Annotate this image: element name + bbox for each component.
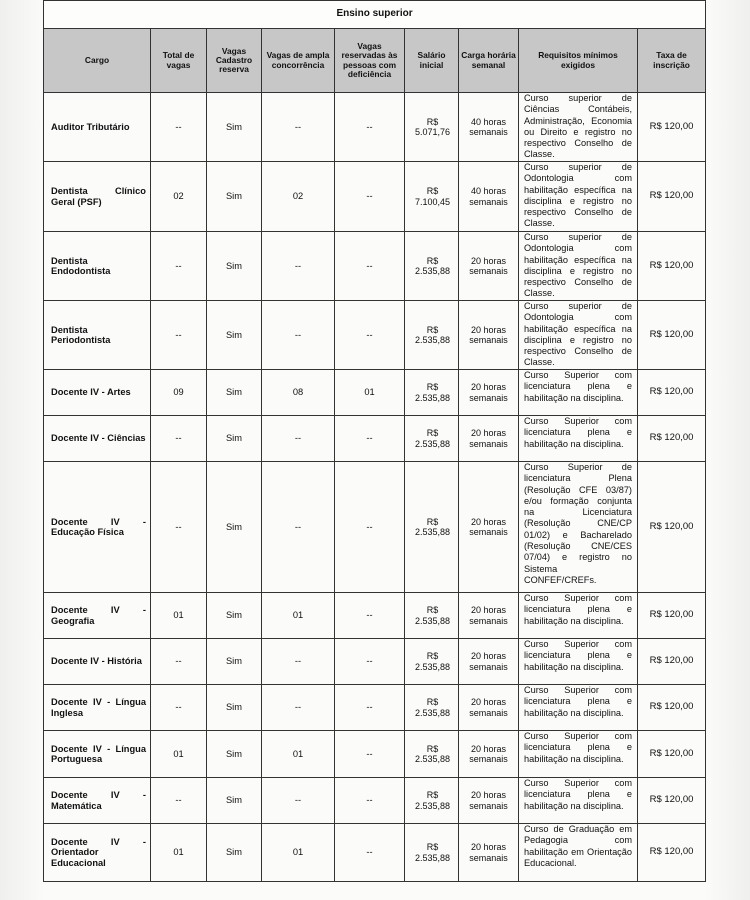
cell-deficiencia: -- [335, 232, 405, 301]
carga-unit: semanais [469, 266, 508, 276]
salario-value: 2.535,88 [414, 392, 450, 403]
cell-cadastro-reserva: Sim [207, 162, 262, 232]
cell-deficiencia: -- [335, 462, 405, 593]
cell-cadastro-reserva: Sim [207, 370, 262, 416]
table-row [44, 162, 706, 232]
cell-carga [459, 685, 519, 731]
cell-total-vagas: -- [151, 685, 207, 731]
cell-requisitos: Curso superior de Odontologia com habilitação específica na disciplina e registro no respectivo Conselho de Classe. [519, 232, 638, 301]
header-deficiencia: Vagas reservadas às pessoas com deficiência [335, 29, 405, 93]
cell-requisitos: Curso Superior com licenciatura plena e habilitação na disciplina. [519, 593, 638, 639]
salario-value: 2.535,88 [414, 527, 450, 537]
salario-value: 2.535,88 [414, 615, 450, 626]
salario-currency: R$ [426, 186, 439, 197]
cell-taxa: R$ 120,00 [638, 416, 706, 462]
cell-carga [459, 301, 519, 370]
cell-carga [459, 731, 519, 778]
cell-salario [405, 232, 459, 301]
cell-ampla-concorrencia: -- [262, 462, 335, 593]
cell-total-vagas: 01 [151, 593, 207, 639]
salario-value: 5.071,76 [414, 127, 450, 137]
cell-requisitos: Curso Superior com licenciatura plena e habilitação na disciplina. [519, 778, 638, 824]
cell-carga [459, 778, 519, 824]
carga-unit: semanais [469, 335, 508, 345]
cell-cargo: Docente IV - Língua Portuguesa [44, 731, 151, 778]
cell-total-vagas: 01 [151, 731, 207, 778]
cell-cadastro-reserva: Sim [207, 301, 262, 370]
cell-carga [459, 232, 519, 301]
cell-taxa: R$ 120,00 [638, 593, 706, 639]
salario-currency: R$ [426, 605, 439, 616]
cell-cargo: Auditor Tributário [44, 93, 151, 162]
cell-total-vagas: -- [151, 93, 207, 162]
carga-unit: semanais [469, 196, 508, 207]
table-header-row [44, 29, 706, 93]
carga-unit: semanais [469, 527, 508, 537]
cell-requisitos: Curso de Graduação em Pedagogia com habilitação em Orientação Educacional. [519, 824, 638, 882]
salario-value: 2.535,88 [414, 266, 450, 276]
carga-unit: semanais [469, 615, 508, 626]
cell-cadastro-reserva: Sim [207, 462, 262, 593]
cell-salario [405, 593, 459, 639]
table-title-row [44, 1, 706, 29]
cell-ampla-concorrencia: -- [262, 301, 335, 370]
cell-requisitos: Curso Superior com licenciatura plena e habilitação na disciplina. [519, 370, 638, 416]
carga-unit: semanais [469, 754, 508, 764]
salario-value: 2.535,88 [414, 754, 450, 764]
cell-total-vagas: 02 [151, 162, 207, 232]
cell-total-vagas: 09 [151, 370, 207, 416]
carga-hours: 40 horas [470, 116, 507, 127]
cell-cargo: Docente IV - História [44, 639, 151, 685]
cell-deficiencia: -- [335, 778, 405, 824]
cell-carga [459, 93, 519, 162]
cell-salario [405, 778, 459, 824]
cell-ampla-concorrencia: -- [262, 639, 335, 685]
cell-ampla-concorrencia: 01 [262, 593, 335, 639]
cell-cargo: Docente IV - Educação Física [44, 462, 151, 593]
cell-cadastro-reserva: Sim [207, 93, 262, 162]
cell-taxa: R$ 120,00 [638, 301, 706, 370]
cell-deficiencia: -- [335, 593, 405, 639]
cell-cadastro-reserva: Sim [207, 685, 262, 731]
cell-salario [405, 685, 459, 731]
cell-carga [459, 824, 519, 882]
cell-salario [405, 370, 459, 416]
carga-unit: semanais [469, 438, 508, 449]
cell-cargo: Docente IV - Ciências [44, 416, 151, 462]
carga-hours: 20 horas [470, 743, 507, 754]
cell-requisitos: Curso superior de Ciências Contábeis, Administração, Economia ou Direito e registro no respectivo Conselho de Classe. [519, 93, 638, 162]
header-cargo: Cargo [44, 29, 151, 93]
cell-requisitos: Curso Superior com licenciatura plena e habilitação na disciplina. [519, 639, 638, 685]
cell-requisitos: Curso Superior de licenciatura Plena (Resolução CFE 03/87) e/ou formação conjunta na Licenciatura (Resolução CNE/CP 01/02) e Bacharelado (Resolução CNE/CES 07/04) e registro no Sistema CONFEF/CREFs. [519, 462, 638, 593]
table-title: Ensino superior [44, 1, 706, 29]
cell-taxa: R$ 120,00 [638, 685, 706, 731]
carga-hours: 20 horas [470, 428, 507, 439]
cell-deficiencia: -- [335, 639, 405, 685]
cell-ampla-concorrencia: -- [262, 232, 335, 301]
cell-cargo: Docente IV - Artes [44, 370, 151, 416]
cell-carga [459, 162, 519, 232]
salario-currency: R$ [426, 516, 439, 527]
cell-deficiencia: -- [335, 416, 405, 462]
carga-unit: semanais [469, 800, 508, 811]
table-row [44, 731, 706, 778]
cell-salario [405, 824, 459, 882]
carga-unit: semanais [469, 661, 508, 672]
cell-taxa: R$ 120,00 [638, 162, 706, 232]
table-row [44, 639, 706, 685]
cell-carga [459, 593, 519, 639]
cell-deficiencia: -- [335, 824, 405, 882]
salario-value: 2.535,88 [414, 661, 450, 672]
table-row [44, 232, 706, 301]
header-taxa: Taxa de inscrição [638, 29, 706, 93]
table-row [44, 685, 706, 731]
cell-taxa: R$ 120,00 [638, 639, 706, 685]
carga-unit: semanais [469, 852, 508, 863]
cell-deficiencia: -- [335, 301, 405, 370]
cell-taxa: R$ 120,00 [638, 824, 706, 882]
salario-currency: R$ [426, 697, 439, 708]
carga-hours: 20 horas [470, 382, 507, 393]
cell-salario [405, 462, 459, 593]
salario-currency: R$ [426, 116, 439, 127]
cell-ampla-concorrencia: 08 [262, 370, 335, 416]
cell-requisitos: Curso superior de Odontologia com habilitação específica na disciplina e registro no respectivo Conselho de Classe. [519, 301, 638, 370]
table-row [44, 416, 706, 462]
cell-taxa: R$ 120,00 [638, 778, 706, 824]
header-requisitos: Requisitos mínimos exigidos [519, 29, 638, 93]
carga-hours: 20 horas [470, 324, 507, 335]
cell-requisitos: Curso Superior com licenciatura plena e habilitação na disciplina. [519, 731, 638, 778]
cell-cadastro-reserva: Sim [207, 593, 262, 639]
salario-value: 2.535,88 [414, 852, 450, 863]
cell-cargo: Dentista Endodontista [44, 232, 151, 301]
cell-ampla-concorrencia: -- [262, 778, 335, 824]
cell-cadastro-reserva: Sim [207, 778, 262, 824]
salario-currency: R$ [426, 842, 439, 853]
cell-cadastro-reserva: Sim [207, 639, 262, 685]
cell-salario [405, 93, 459, 162]
cell-cargo: Docente IV - Matemática [44, 778, 151, 824]
salario-currency: R$ [426, 324, 439, 335]
cell-deficiencia: -- [335, 731, 405, 778]
cell-total-vagas: -- [151, 778, 207, 824]
cell-cadastro-reserva: Sim [207, 232, 262, 301]
carga-unit: semanais [469, 392, 508, 403]
cell-salario [405, 416, 459, 462]
salario-currency: R$ [426, 743, 439, 754]
cell-requisitos: Curso Superior com licenciatura plena e habilitação na disciplina. [519, 416, 638, 462]
cell-taxa: R$ 120,00 [638, 370, 706, 416]
header-total-vagas: Total de vagas [151, 29, 207, 93]
carga-hours: 20 horas [470, 605, 507, 616]
carga-hours: 20 horas [470, 651, 507, 662]
cell-deficiencia: -- [335, 162, 405, 232]
cell-cargo: Dentista Clínico Geral (PSF) [44, 162, 151, 232]
cell-deficiencia: 01 [335, 370, 405, 416]
cell-deficiencia: -- [335, 685, 405, 731]
carga-hours: 20 horas [470, 790, 507, 801]
cell-salario [405, 731, 459, 778]
cell-cargo: Docente IV - Língua Inglesa [44, 685, 151, 731]
cell-salario [405, 301, 459, 370]
cell-salario [405, 639, 459, 685]
cell-taxa: R$ 120,00 [638, 232, 706, 301]
cell-ampla-concorrencia: -- [262, 416, 335, 462]
carga-hours: 20 horas [470, 842, 507, 853]
cell-ampla-concorrencia: -- [262, 685, 335, 731]
cell-total-vagas: -- [151, 462, 207, 593]
cell-cadastro-reserva: Sim [207, 824, 262, 882]
carga-unit: semanais [469, 707, 508, 718]
table-row [44, 778, 706, 824]
cell-total-vagas: -- [151, 232, 207, 301]
table-row [44, 824, 706, 882]
cell-salario [405, 162, 459, 232]
cell-total-vagas: 01 [151, 824, 207, 882]
vacancy-table [43, 0, 706, 882]
salario-currency: R$ [426, 428, 439, 439]
header-ampla-concorrencia: Vagas de ampla concorrência [262, 29, 335, 93]
cell-cargo: Dentista Periodontista [44, 301, 151, 370]
cell-requisitos: Curso Superior com licenciatura plena e habilitação na disciplina. [519, 685, 638, 731]
cell-total-vagas: -- [151, 639, 207, 685]
carga-hours: 20 horas [470, 697, 507, 708]
cell-carga [459, 416, 519, 462]
cell-taxa: R$ 120,00 [638, 731, 706, 778]
cell-taxa: R$ 120,00 [638, 93, 706, 162]
salario-currency: R$ [426, 382, 439, 393]
salario-currency: R$ [426, 255, 439, 266]
table-row [44, 370, 706, 416]
carga-hours: 40 horas [470, 186, 507, 197]
header-salario: Salário inicial [405, 29, 459, 93]
salario-value: 2.535,88 [414, 438, 450, 449]
cell-ampla-concorrencia: 02 [262, 162, 335, 232]
cell-cargo: Docente IV - Orientador Educacional [44, 824, 151, 882]
salario-value: 7.100,45 [414, 196, 450, 207]
cell-carga [459, 462, 519, 593]
cell-ampla-concorrencia: 01 [262, 824, 335, 882]
table-row [44, 301, 706, 370]
cell-cargo: Docente IV - Geografia [44, 593, 151, 639]
cell-cadastro-reserva: Sim [207, 416, 262, 462]
cell-carga [459, 370, 519, 416]
header-carga: Carga horária semanal [459, 29, 519, 93]
salario-value: 2.535,88 [414, 800, 450, 811]
cell-requisitos: Curso superior de Odontologia com habilitação específica na disciplina e registro no respectivo Conselho de Classe. [519, 162, 638, 232]
cell-total-vagas: -- [151, 301, 207, 370]
salario-value: 2.535,88 [414, 707, 450, 718]
salario-currency: R$ [426, 651, 439, 662]
carga-hours: 20 horas [470, 516, 507, 527]
cell-cadastro-reserva: Sim [207, 731, 262, 778]
carga-hours: 20 horas [470, 255, 507, 266]
salario-value: 2.535,88 [414, 335, 450, 345]
cell-ampla-concorrencia: -- [262, 93, 335, 162]
cell-deficiencia: -- [335, 93, 405, 162]
header-cadastro-reserva: Vagas Cadastro reserva [207, 29, 262, 93]
salario-currency: R$ [426, 790, 439, 801]
cell-taxa: R$ 120,00 [638, 462, 706, 593]
table-row [44, 462, 706, 593]
carga-unit: semanais [469, 127, 508, 137]
table-row [44, 593, 706, 639]
table-row [44, 93, 706, 162]
cell-ampla-concorrencia: 01 [262, 731, 335, 778]
cell-total-vagas: -- [151, 416, 207, 462]
cell-carga [459, 639, 519, 685]
